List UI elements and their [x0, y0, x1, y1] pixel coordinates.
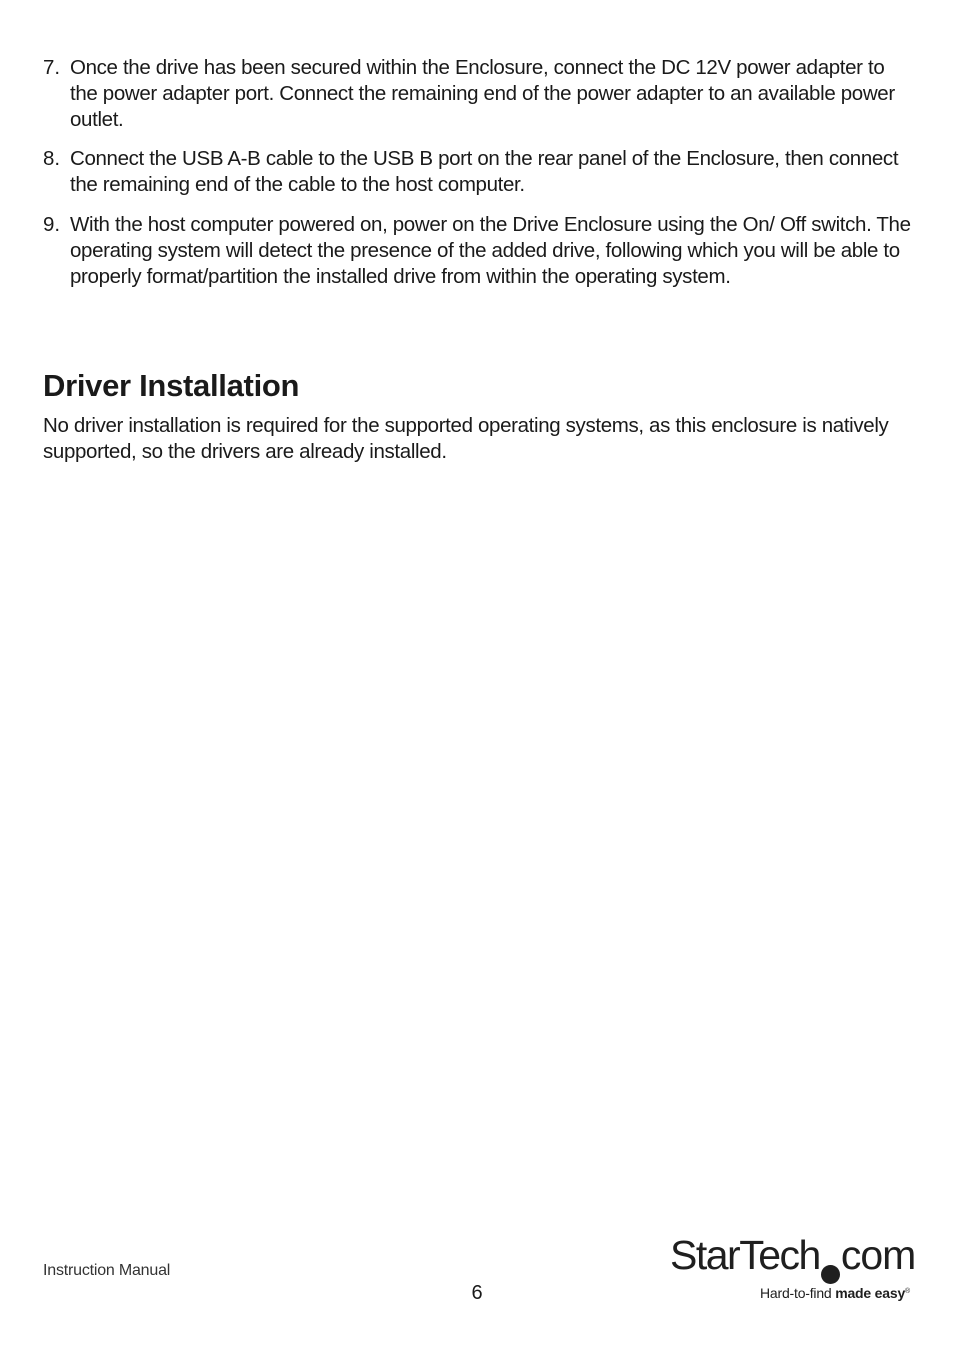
logo-tld: com	[840, 1232, 916, 1278]
registered-mark: ®	[905, 1288, 910, 1295]
step-text: Connect the USB A-B cable to the USB B port on the rear panel of the Enclosure, then connect the remaining end of the cable to the host computer.	[70, 147, 899, 197]
footer-label: Instruction Manual	[43, 1262, 171, 1279]
step-item	[43, 55, 913, 132]
startech-logo	[670, 1232, 916, 1304]
step-item	[43, 212, 913, 289]
step-number: 7.	[43, 56, 61, 79]
section-body: No driver installation is required for the supported operating systems, as this enclosure is natively supported, so the drivers are already installed.	[43, 414, 889, 463]
tagline-regular: Hard-to-find	[760, 1285, 836, 1301]
logo-dot-icon	[821, 1265, 840, 1284]
tagline-bold: made easy	[835, 1285, 906, 1301]
logo-brand: StarTech	[670, 1232, 820, 1278]
step-text: With the host computer powered on, power on the Drive Enclosure using the On/ Off switch. The operating system will detect the presence of the added drive, following which you will be able to properly format/partition the installed drive from within the operating system.	[70, 212, 911, 288]
step-text: Once the drive has been secured within the Enclosure, connect the DC 12V power adapter to the power adapter port. Connect the remaining end of the power adapter to an available power outlet.	[70, 56, 895, 131]
step-number: 8.	[43, 147, 61, 171]
logo-tagline	[760, 1283, 910, 1302]
page-number: 6	[471, 1282, 483, 1304]
section-heading: Driver Installation	[43, 368, 300, 403]
logo-wordmark	[670, 1232, 915, 1284]
step-number: 9.	[43, 212, 61, 236]
numbered-steps-list	[43, 55, 913, 303]
step-item	[43, 146, 913, 198]
